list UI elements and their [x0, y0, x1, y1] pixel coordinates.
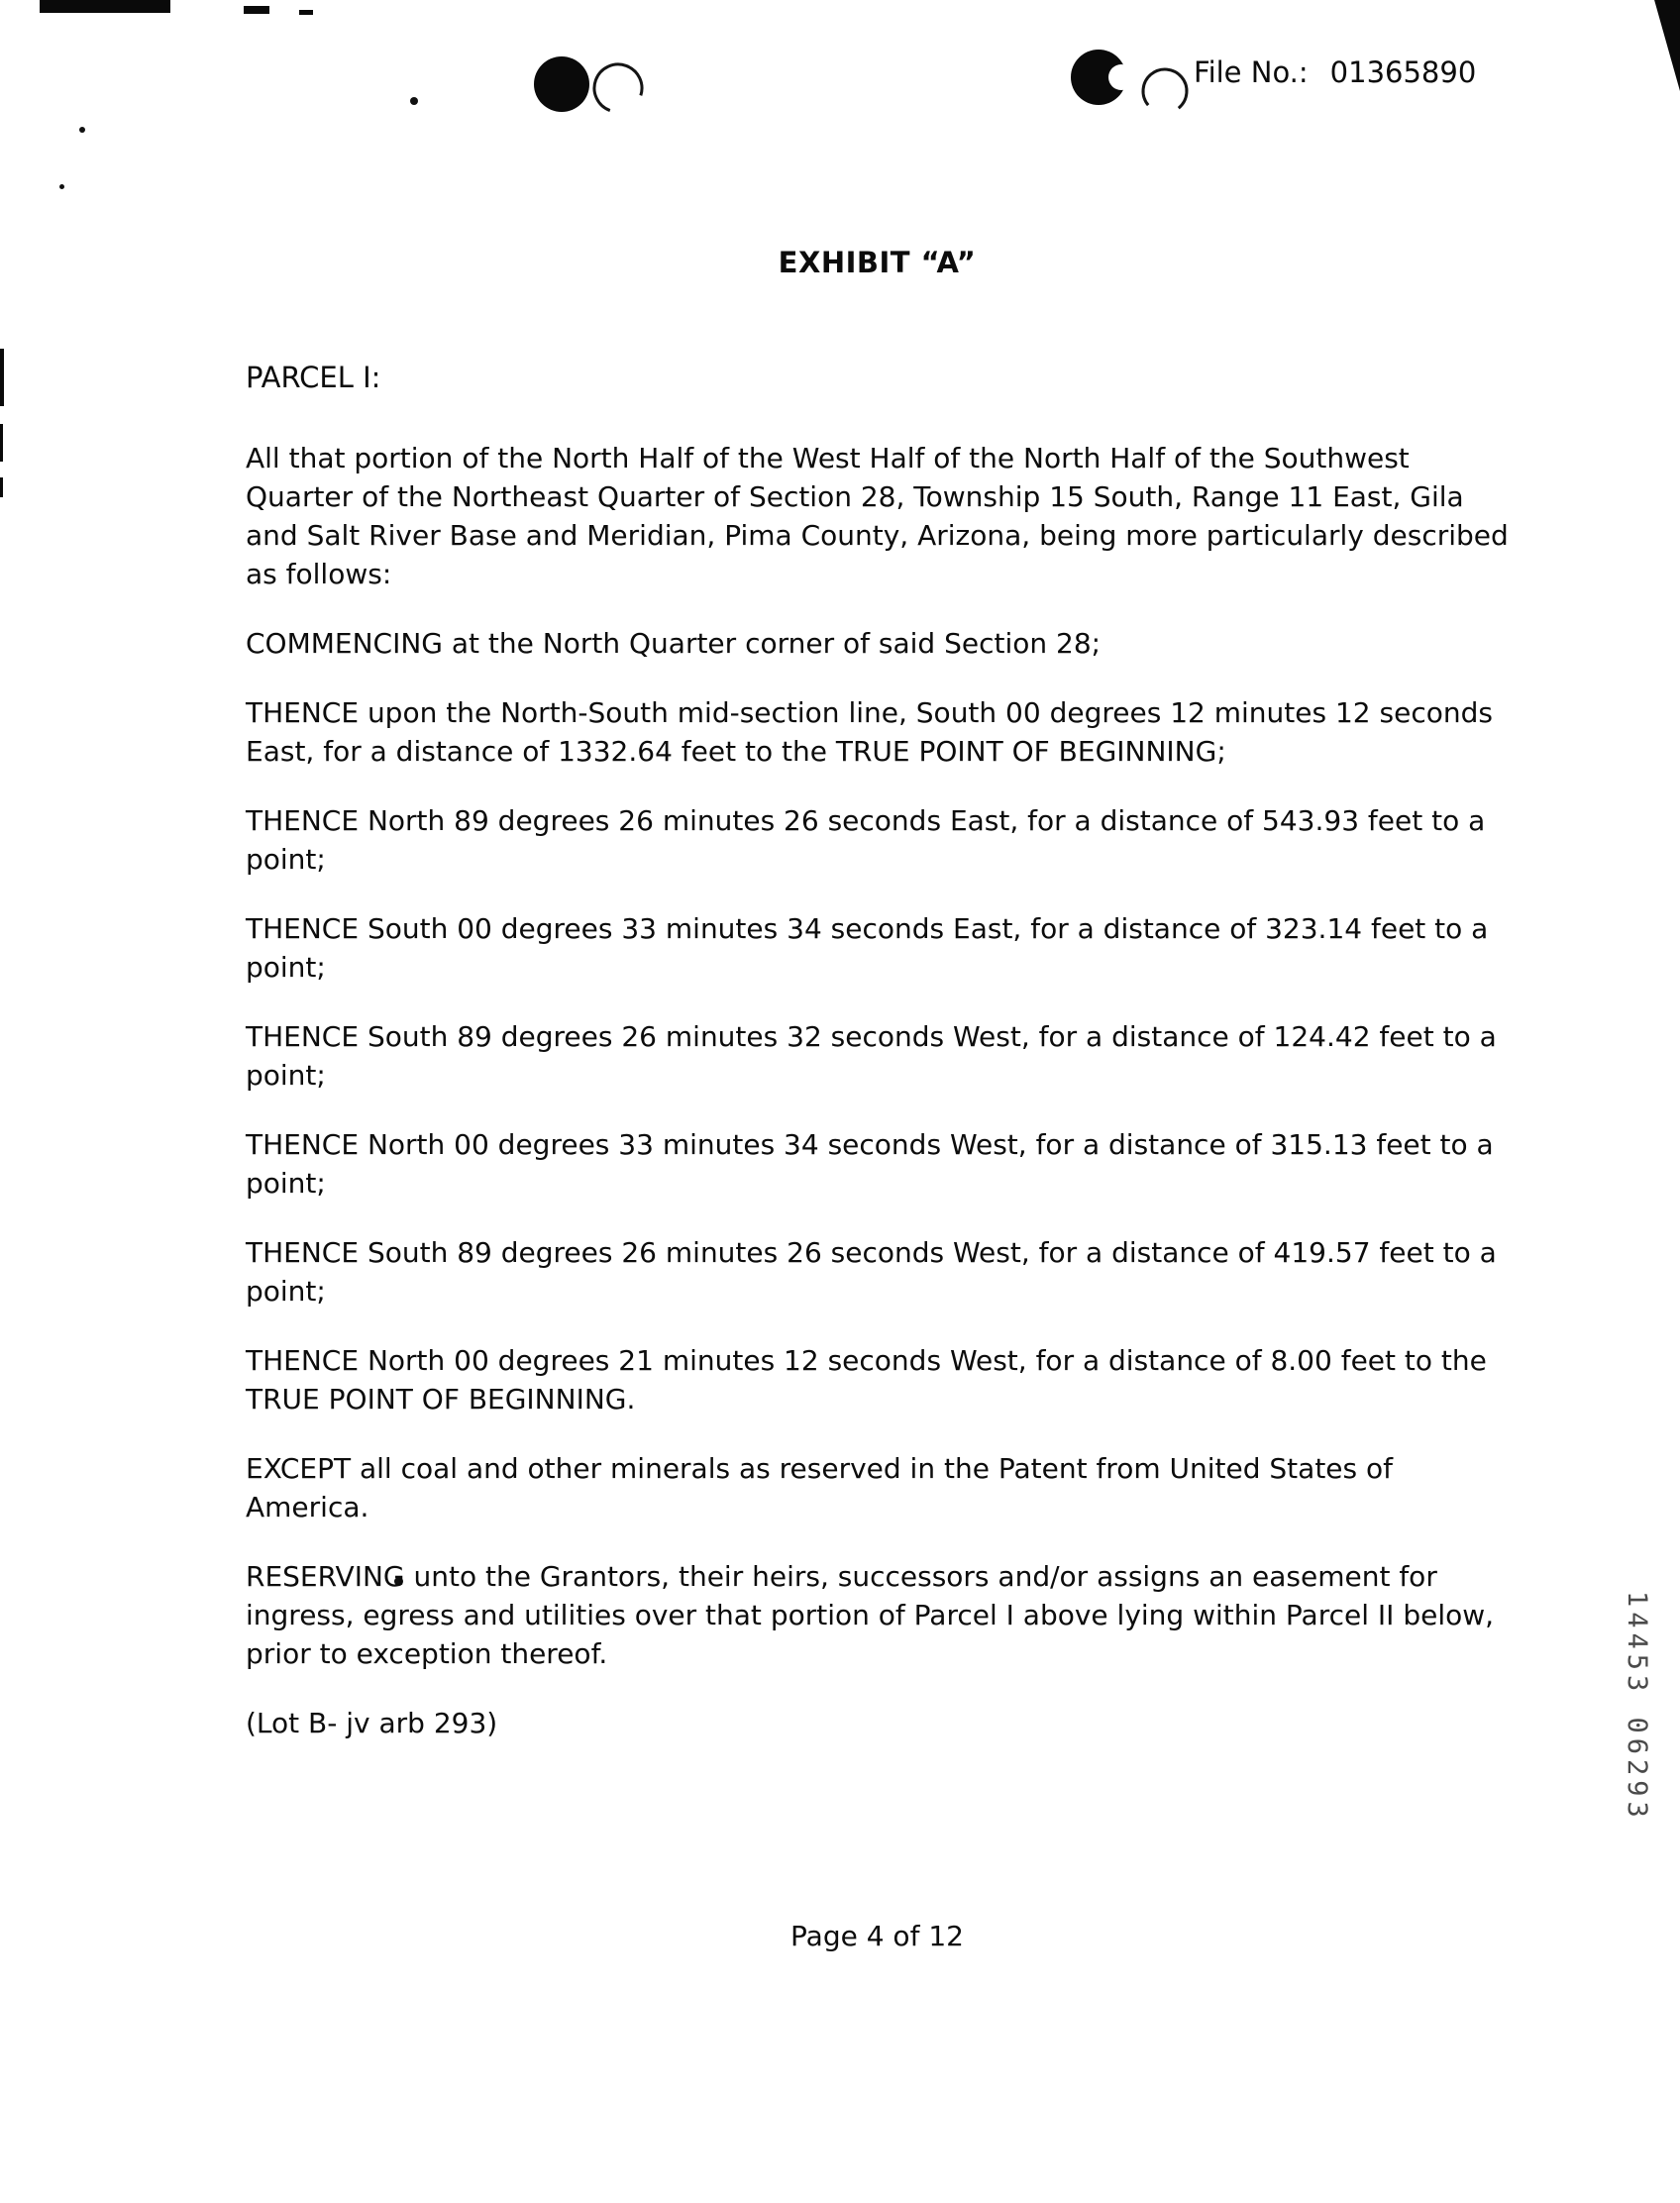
file-number-label: File No.: — [1194, 55, 1309, 89]
scan-artifact-mark — [244, 6, 269, 14]
thence-course-2: THENCE North 89 degrees 26 minutes 26 seconds East, for a distance of 543.93 feet to a point; — [246, 804, 1486, 876]
parcel-description: All that portion of the North Half of the West Half of the North Half of the Southwest Quarter of the Northeast Quarter of Section 28, Township 15 South, Range 11 East, Gila and Salt River Base and Meridian, Pima County, Arizona, being more particularly described as follows: — [246, 442, 1509, 590]
page-number: Page 4 of 12 — [790, 1920, 964, 1952]
thence-course-1: THENCE upon the North-South mid-section line, South 00 degrees 12 minutes 12 seconds East, for a distance of 1332.64 feet to the TRUE POINT OF BEGINNING; — [246, 696, 1493, 768]
thence-course-4: THENCE South 89 degrees 26 minutes 32 seconds West, for a distance of 124.42 feet to a point; — [246, 1020, 1497, 1092]
hole-punch-mark-icon — [530, 48, 653, 129]
file-number — [1194, 55, 1476, 89]
scan-artifact-corner-fold — [1644, 0, 1680, 91]
lot-note: (Lot B- jv arb 293) — [246, 1707, 498, 1739]
thence-course-6: THENCE South 89 degrees 26 minutes 26 seconds West, for a distance of 419.57 feet to a point; — [246, 1236, 1497, 1308]
file-number-value: 01365890 — [1329, 55, 1477, 89]
scan-artifact-speck — [410, 97, 418, 105]
hole-punch-mark-icon — [1065, 40, 1204, 127]
thence-course-7: THENCE North 00 degrees 21 minutes 12 seconds West, for a distance of 8.00 feet to the TRUE POINT OF BEGINNING. — [246, 1344, 1487, 1416]
except-clause: EXCEPT all coal and other minerals as reserved in the Patent from United States of America. — [246, 1452, 1393, 1523]
scan-artifact-edge-mark — [0, 424, 3, 462]
scan-artifact-edge-mark — [0, 349, 4, 406]
document-title: EXHIBIT “A” — [778, 246, 977, 279]
thence-course-5: THENCE North 00 degrees 33 minutes 34 seconds West, for a distance of 315.13 feet to a point; — [246, 1128, 1494, 1200]
parcel-heading: PARCEL I: — [246, 361, 381, 394]
scan-artifact-speck — [59, 184, 64, 189]
thence-course-3: THENCE South 00 degrees 33 minutes 34 seconds East, for a distance of 323.14 feet to a point; — [246, 912, 1489, 984]
document-body — [246, 359, 1509, 1773]
scan-artifact-top-left-bar — [40, 0, 170, 13]
reserving-clause: RESERVING unto the Grantors, their heirs, successors and/or assigns an easement for ingress, egress and utilities over that portion of Parcel I above lying within Parcel II below, prior to exception thereof. — [246, 1560, 1495, 1670]
scan-artifact-mark — [299, 10, 313, 15]
margin-stamp-code: 14453 06293 — [1622, 1591, 1652, 1823]
scan-artifact-speck — [79, 127, 85, 133]
scan-artifact-edge-mark — [0, 477, 3, 497]
commencing-clause: COMMENCING at the North Quarter corner of said Section 28; — [246, 627, 1102, 660]
